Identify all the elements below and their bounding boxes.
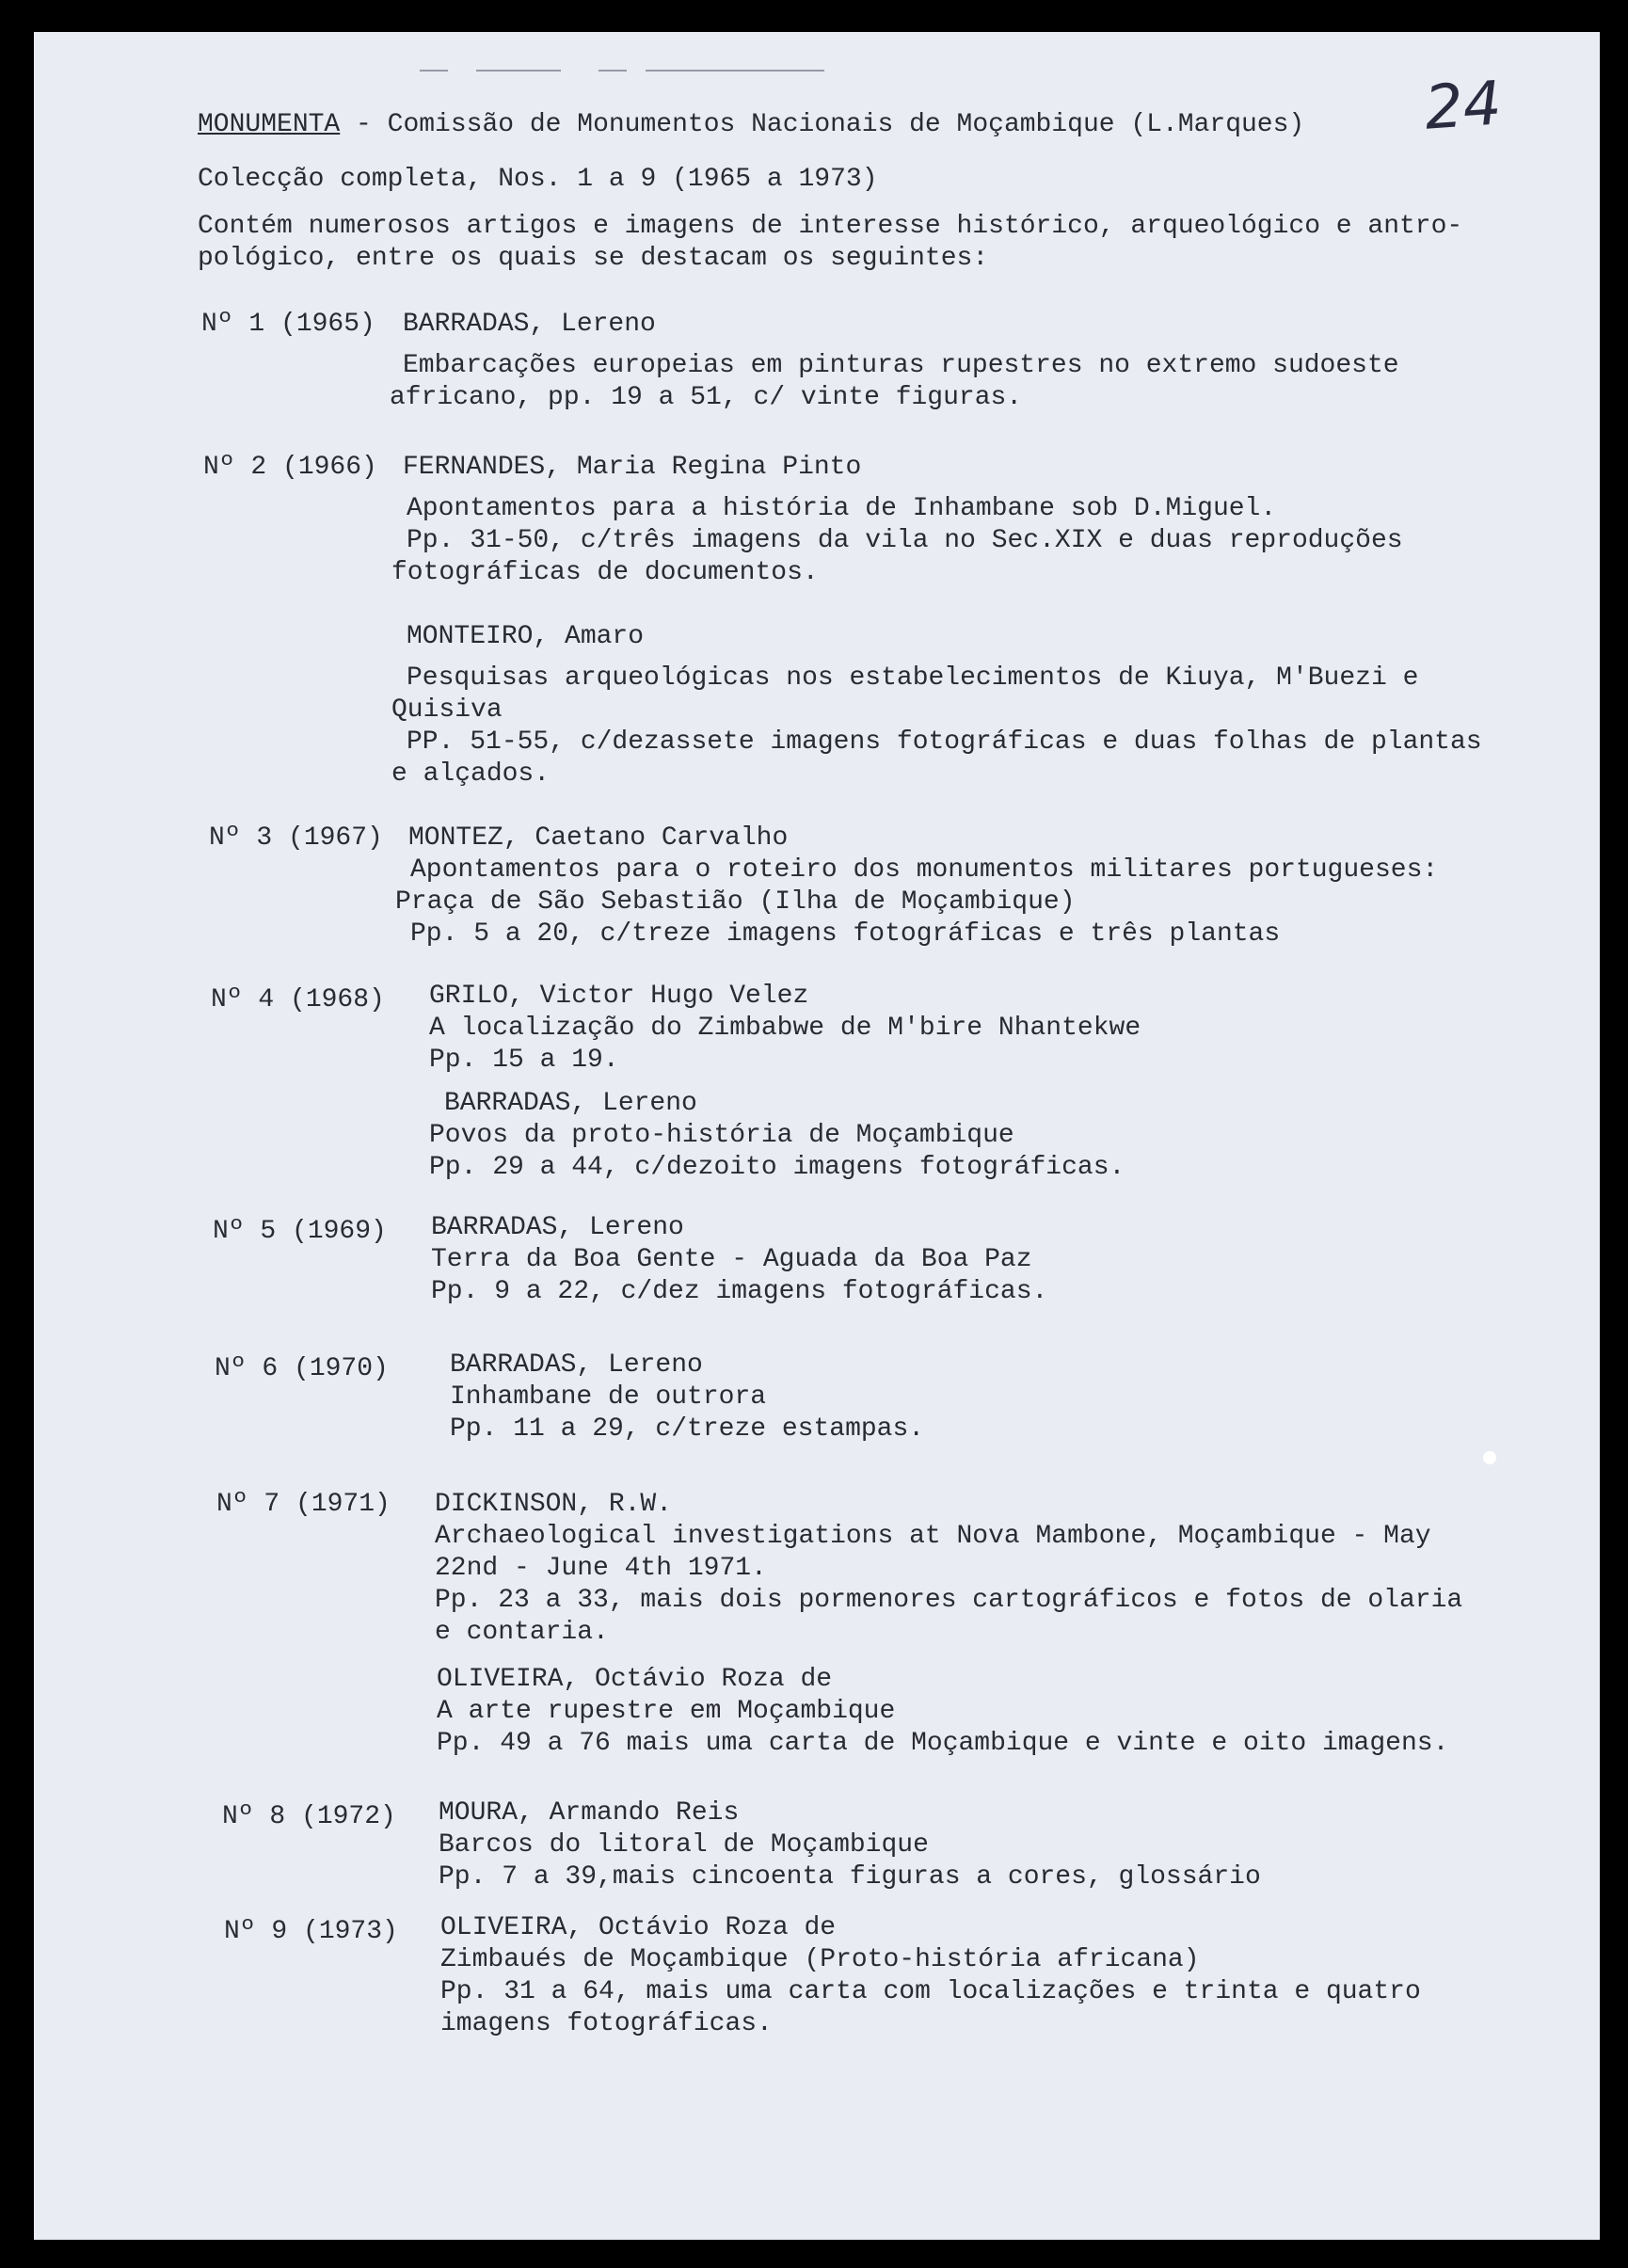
entry-author: BARRADAS, Lereno [431, 1213, 684, 1242]
issue-label: Nº 1 (1965) [201, 310, 375, 339]
entry-line: Barcos do litoral de Moçambique [439, 1830, 929, 1860]
issue-label: Nº 6 (1970) [215, 1354, 389, 1383]
entry-line: A arte rupestre em Moçambique [437, 1697, 896, 1726]
entry-author: GRILO, Victor Hugo Velez [429, 982, 809, 1011]
entry-line: Pp. 15 a 19. [429, 1046, 619, 1075]
issue-label: Nº 5 (1969) [213, 1217, 387, 1246]
entry-line: Embarcações europeias em pinturas rupestres no extremo sudoeste [403, 351, 1399, 380]
entry-author: MONTEZ, Caetano Carvalho [408, 823, 789, 853]
entry-line: PP. 51-55, c/dezassete imagens fotográficas e duas folhas de plantas [407, 727, 1482, 757]
entry-line: Praça de São Sebastião (Ilha de Moçambique) [395, 887, 1076, 917]
entry-author: FERNANDES, Maria Regina Pinto [403, 453, 862, 482]
handwritten-page-number: 24 [1422, 69, 1504, 144]
entry-line: fotográficas de documentos. [391, 558, 819, 587]
entry-line: Zimbaués de Moçambique (Proto-história africana) [440, 1945, 1200, 1974]
publication-subtitle: - Comissão de Monumentos Nacionais de Moçambique (L.Marques) [340, 110, 1305, 139]
entry-line: Pp. 9 a 22, c/dez imagens fotográficas. [431, 1277, 1048, 1306]
entry-line: Inhambane de outrora [450, 1382, 767, 1412]
entry-line: Pp. 7 a 39,mais cincoenta figuras a cores, glossário [439, 1862, 1261, 1892]
entry-line: Quisiva [391, 695, 503, 725]
header-line [198, 109, 1304, 141]
entry-line: Povos da proto-história de Moçambique [429, 1121, 1014, 1150]
top-smudge [646, 70, 824, 72]
entry-author: BARRADAS, Lereno [403, 310, 656, 339]
entry-line: Pp. 31 a 64, mais uma carta com localizações e trinta e quatro [440, 1977, 1421, 2006]
issue-label: Nº 9 (1973) [224, 1917, 398, 1946]
entry-line: 22nd - June 4th 1971. [435, 1554, 767, 1583]
publication-title: MONUMENTA [198, 110, 341, 139]
staple-hole [1483, 1451, 1496, 1464]
entry-author: DICKINSON, R.W. [435, 1490, 673, 1519]
entry-line: e contaria. [435, 1618, 609, 1647]
entry-author: BARRADAS, Lereno [450, 1350, 703, 1380]
entry-line: Apontamentos para o roteiro dos monumentos militares portugueses: [410, 855, 1439, 885]
entry-line: imagens fotográficas. [440, 2009, 773, 2038]
entry-line: Pesquisas arqueológicas nos estabelecimentos de Kiuya, M'Buezi e [407, 663, 1419, 693]
entry-line: Pp. 5 a 20, c/treze imagens fotográficas e três plantas [410, 919, 1281, 949]
entry-author: MONTEIRO, Amaro [407, 622, 645, 651]
entry-line: A localização do Zimbabwe de M'bire Nhantekwe [429, 1014, 1141, 1043]
issue-label: Nº 7 (1971) [216, 1490, 391, 1519]
document-page [34, 32, 1600, 2240]
entry-line: africano, pp. 19 a 51, c/ vinte figuras. [390, 383, 1023, 412]
entry-author: OLIVEIRA, Octávio Roza de [440, 1913, 837, 1942]
issue-label: Nº 8 (1972) [222, 1802, 396, 1831]
issue-label: Nº 2 (1966) [203, 453, 377, 482]
top-smudge [599, 70, 627, 72]
top-smudge [420, 70, 448, 72]
entry-author: OLIVEIRA, Octávio Roza de [437, 1665, 833, 1694]
entry-line: Pp. 23 a 33, mais dois pormenores cartográficos e fotos de olaria [435, 1586, 1463, 1615]
intro-line: Contém numerosos artigos e imagens de interesse histórico, arqueológico e antro- [198, 212, 1463, 241]
entry-line: Terra da Boa Gente - Aguada da Boa Paz [431, 1245, 1032, 1274]
entry-line: Pp. 29 a 44, c/dezoito imagens fotográficas. [429, 1153, 1125, 1182]
entry-author: BARRADAS, Lereno [444, 1089, 697, 1118]
issue-label: Nº 3 (1967) [209, 823, 383, 853]
entry-author: MOURA, Armando Reis [439, 1798, 740, 1828]
collection-line: Colecção completa, Nos. 1 a 9 (1965 a 1973) [198, 165, 878, 194]
entry-line: Pp. 49 a 76 mais uma carta de Moçambique e vinte e oito imagens. [437, 1729, 1449, 1758]
entry-line: Archaeological investigations at Nova Mambone, Moçambique - May [435, 1522, 1431, 1551]
entry-line: Pp. 31-50, c/três imagens da vila no Sec.XIX e duas reproduções [407, 526, 1403, 555]
intro-line: pológico, entre os quais se destacam os seguintes: [198, 244, 989, 273]
top-smudge [476, 70, 561, 72]
issue-label: Nº 4 (1968) [211, 985, 385, 1014]
entry-line: e alçados. [391, 759, 551, 789]
entry-line: Apontamentos para a história de Inhambane sob D.Miguel. [407, 494, 1277, 523]
entry-line: Pp. 11 a 29, c/treze estampas. [450, 1414, 925, 1444]
